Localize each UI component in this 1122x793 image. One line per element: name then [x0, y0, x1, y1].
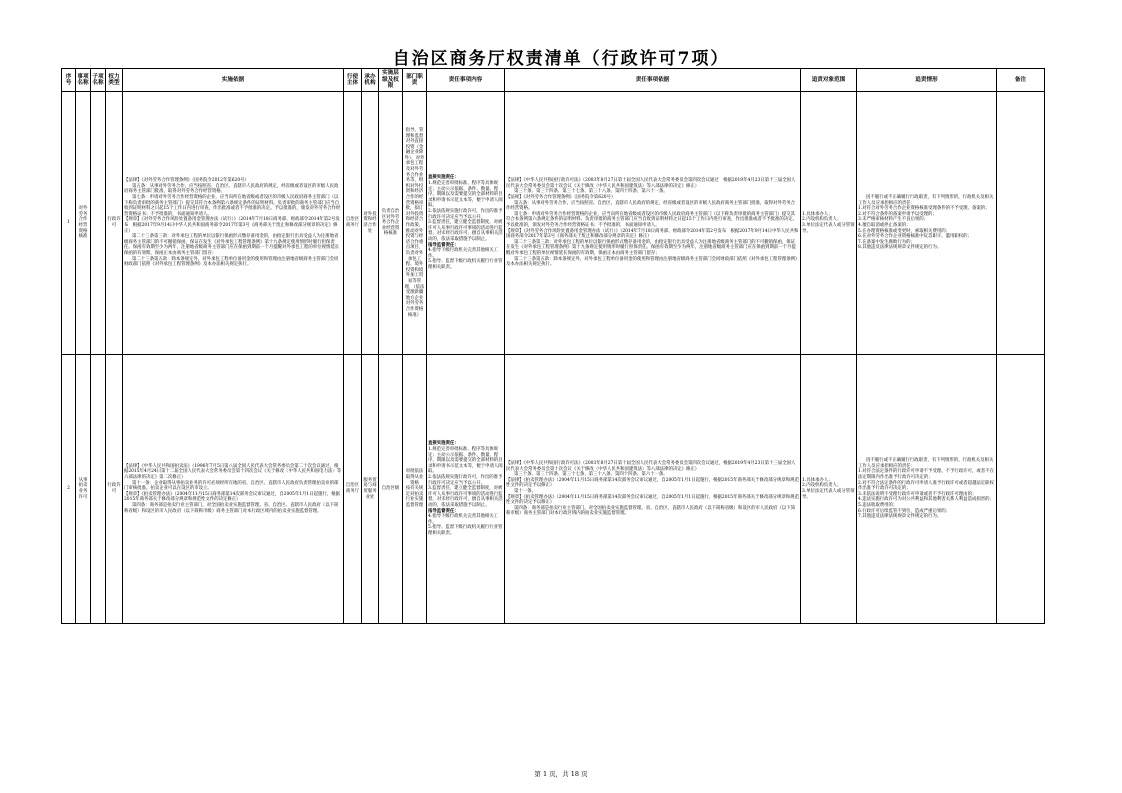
agency-cell: 对外投资和经济合作处 — [362, 92, 379, 355]
subject-cell: 自治区商务厅 — [344, 92, 362, 355]
resp-basis-paragraph: 【法律】《拍卖管理办法》（2004年11月15日商务部第14次部务会议审议通过，自2005年1月1日起施行，根据2015年商务部关于修改部分规章和规范性文件的决定予以修正） — [506, 477, 799, 489]
resp-content-paragraph: 5.指导、监督下级行政机关履行行业管理相关职责。 — [428, 259, 503, 270]
seq-cell: 1 — [62, 92, 76, 355]
basis-cell — [123, 92, 344, 355]
resp-content-cell — [427, 92, 505, 355]
power-type-cell: 行政许可 — [106, 92, 123, 355]
situation-line: 因不履行或不正确履行行政职责，有下列情形的，行政机关及相关工作人员应承担相应的责任： — [858, 195, 994, 206]
header-resp-content: 责任事项内容 — [427, 69, 505, 92]
table-row — [62, 355, 1045, 624]
basis-paragraph: 第十一条：企业取得从事拍卖业务的许可必须经所在地的省、自治区、直辖市人民政府负责管理拍卖业的部门审核批准。拍卖企业可以在设区的市设立。 — [124, 480, 339, 492]
header-subject: 行使主体 — [344, 69, 362, 92]
header-duty: 部门职责 — [403, 69, 427, 92]
resp-content-paragraph: 4.指导下级行政机关完善其他相关工作。 — [428, 248, 499, 259]
page-title: 自治区商务厅权责清单（行政许可7项） — [392, 49, 730, 69]
header-agency: 承办机构 — [362, 69, 379, 92]
resp-basis-paragraph: 【法律】《中华人民共和国行政许可法》（2003年8月27日第十届全国人民代表大会常务委员会第四次会议通过，根据2019年4月23日第十三届全国人民代表大会常务委员会第十次会议《关于修改〈中华人民共和国建筑法〉等八部法律的决定》修正） — [506, 461, 796, 472]
seq-cell: 2 — [62, 355, 76, 624]
situation-line: 2.对不符合条件的备案申请予以受理的； — [858, 211, 937, 217]
situation-line: 2.对不符合法定条件的行政许可申请人准予行政许可或者超越法定职权作出准予行政许可决定的； — [858, 480, 994, 492]
basis-paragraph: 【法律】《中华人民共和国拍卖法》（1996年7月5日第八届全国人民代表大会常务委员会第二十次会议通过，根据2015年4月24日第十二届全国人民代表大会常务委员会第十四次会议《关于修改〈中华人民共和国电力法〉等六部法律的决定》第二次修正） — [124, 463, 342, 481]
target-cell — [801, 355, 857, 624]
basis-paragraph: 【法律】《对外劳务合作管理条例》（国务院令2012年第620号） — [124, 178, 249, 184]
basis-paragraph: 第五条：从事对外劳务合作，应当按照省、自治区、直辖市人民政府的规定，经省级或者设区的市级人民政府商务主管部门批准，取得对外劳务合作经营资格。 — [124, 183, 339, 195]
target-line: 2.内设机构负责人； — [802, 483, 842, 489]
situation-line: 6.在对外劳务合作企业资格核准中玩忽职守、滥用职权的； — [858, 234, 972, 240]
header-sub-name: 子项名称 — [91, 69, 106, 92]
resp-content-paragraph: 2.依法依规实施行政许可，作出的准予行政许可决定应当予以公开。 — [428, 475, 503, 486]
remark-cell — [997, 92, 1045, 355]
resp-basis-cell — [505, 92, 801, 355]
resp-content-paragraph: 1.规范完善审批标准、程序等具体规定；主动公示依据、条件、数量、程序、期限以及需要提交的全部材料的目录和申请书示范文本等，便于申请人阅取。 — [428, 447, 503, 475]
situation-line: 8.其他违反法律法规规章文件规定的行为。 — [858, 245, 942, 251]
target-line: 3.单位法定代表人或分管领导。 — [802, 489, 855, 500]
duty-text: 审批依法取得从业资格 — [405, 469, 424, 486]
table-row — [62, 92, 1045, 355]
header-resp-basis: 责任事项依据 — [505, 69, 801, 92]
resp-content-paragraph: 2.依法依规实施行政许可，作出的准予行政许可决定应当予以公开。 — [428, 209, 503, 220]
target-cell — [801, 92, 857, 355]
situation-cell — [857, 355, 997, 624]
resp-basis-paragraph: 第三十条、第三十四条、第三十七条、第三十八条、第四十四条、第六十一条。 — [514, 472, 668, 478]
target-line: 3.单位法定代表人或分管领导。 — [802, 223, 855, 234]
resp-content-paragraph: 指导监督责任： — [428, 242, 459, 248]
resp-basis-paragraph: 第四条：商务部是拍卖行业主管部门，对全国拍卖业实施监督管理。省、自治区、直辖市人民政府（以下简称省级）和设区的市人民政府（以下简称市级）商务主管部门对本行政区域内的拍卖业实施监督管理。 — [506, 505, 796, 517]
situation-line: 7.在备案中发生腐败行为的； — [858, 239, 915, 245]
resp-basis-paragraph: 【规章】《对外劳务合作风险处置备用金管理办法（试行）》（2014年7月18日商务部、财政部令2014年第2号发布 根据2017年9月14日中华人民共和国商务部令2017年第3号《商务部关于废止和修改部分规章的决定》修正） — [506, 228, 799, 240]
situation-line: 1.对符合对外劳务合作企业资格核准受理条件的不予受理、备案的； — [858, 206, 990, 212]
resp-basis-paragraph: 第七条：申请对外劳务合作经营资格的企业，应当向所在地省级或者设区的市级人民政府商务主管部门（以下称负责审批的商务主管部门）提交其符合本条例第六条规定条件的证明材料。负责审批的商务主管部门应当自收到证明材料之日起15个工作日内进行审查，作出批准或者不予批准的决定。予以批准的，颁发对外劳务合作经营资格证书；不予批准的，书面通知申请人。 — [506, 211, 797, 228]
agency-cell: 服务贸易与商贸服务业处 — [362, 355, 379, 624]
header-situation: 追责情形 — [857, 69, 997, 92]
resp-basis-paragraph: 【法规】《对外劳务合作管理条例》（国务院令第620号） — [506, 195, 616, 201]
header-remark: 备注 — [997, 69, 1045, 92]
situation-line: 6.行政许可后续监管不到位，造成严重后果的； — [858, 508, 951, 514]
situation-line: 5.在办理资格核准或变更时，索取相关费用的； — [858, 228, 951, 234]
page-footer: 第 1 页，共 18 页 — [534, 770, 588, 778]
responsibility-table — [61, 68, 1045, 624]
header-basis: 实施依据 — [123, 69, 344, 92]
situation-line: 7.其他违反法律法规规章文件规定的行为。 — [858, 514, 942, 520]
situation-line: 1.对符合法定条件的行政许可申请不予受理、不予行政许可，或者不在法定期限内作出准予行政许可决定的； — [858, 469, 994, 481]
item-name-cell: 从事拍卖业务许可 — [76, 355, 91, 624]
power-type-cell: 行政许可 — [106, 355, 123, 624]
resp-content-paragraph: 3.监督责任，建立健全监督制度，对被许可人从事行政许可事项的活动进行监督，对未经行政许可，擅自从事相关活动的，依法采取措施予以制止。 — [428, 486, 503, 508]
resp-basis-paragraph: 第二十三条第五款：除本条规定外，对外承包工程单位备用金的使用和管理由注册地省级商务主管部门会同财政部门依照《对外承包工程管理条例》及本办法相关规定执行。 — [506, 256, 798, 268]
item-name-cell: 对外劳务合作经营资格核准 — [76, 92, 91, 355]
situation-line: 3.未依法说明不受理行政许可申请或者不予行政许可理由的； — [858, 491, 977, 497]
sub-name-cell — [91, 355, 106, 624]
header-target: 追责对象范围 — [801, 69, 857, 92]
duty-cell: 指导、管理和监督对外直接投资（金融企业除外）、对外承包工程及对外劳务合作业务等，组织对外投资和经济合作的经营资格审批，拟订对外投资和经济合作政策，推动对外投资与经济合作重点项目，负责对外承包工程、境外投资和境外加工贸易等管理，（依法受理新疆地方企业对外劳务合作资格核准） — [403, 92, 427, 355]
target-line: 1.具体承办人； — [802, 211, 833, 217]
resp-basis-paragraph: 第二十三条第三款：对外承包工程的单位以银行保函形式缴存备用金的，由指定银行出具受益人为注册地省级商务主管部门的不可撤销保函，保证在发生《对外承包工程管理条例》第十九条规定使用情形时履行担保责任。保函有效期至少为两年，注册地省级商务主管部门应在保函到期前一个月提醒对外承包工程的单位视情延长保函的有效期，保函正本由商务主管部门留存； — [506, 239, 796, 256]
situation-line: 3.未严格审核材料产生不良后果的； — [858, 217, 929, 223]
resp-content-cell — [427, 355, 505, 624]
resp-content-paragraph: 指导监督责任： — [428, 508, 459, 514]
resp-content-paragraph: 直接实施责任： — [428, 175, 459, 181]
header-seq: 序号 — [62, 69, 76, 92]
resp-basis-paragraph: 【法律】《中华人民共和国行政许可法》（2003年8月27日第十届全国人民代表大会常务委员会第四次会议通过 根据2019年4月23日第十三届全国人民代表大会常务委员会第十次会议《关于修改〈中华人民共和国建筑法〉等八部法律的决定》修正） — [506, 178, 796, 189]
basis-paragraph: 第二十三条第三款：对外承包工程的单位以银行保函形式缴存备用金的，由指定银行出具受益人为注册地省级商务主管部门的不可撤销保函，保证在发生《对外承包工程管理条例》第十九条规定使用情形时履行担保责任。保函有效期至少为两年，注册地省级商务主管部门应在保函到期前一个月提醒对外承包工程的单位视情延长保函的有效期，保函正本由商务主管部门留存； — [124, 234, 340, 256]
level-cell: 负责自治区对外劳务合作企业经营资格核准 — [379, 92, 403, 355]
situation-line: 5.违法收取费用的； — [858, 502, 898, 508]
resp-content-paragraph: 直接实施责任： — [428, 441, 459, 447]
situation-line: 4.擅自取消或停止备案的； — [858, 223, 911, 228]
resp-content-paragraph: 1.规范完善审批标准、程序等具体规定；主动公示依据、条件、数量、程序、期限以及需要提交的全部材料的目录和申请书示范文本等，便于申请人阅取。 — [428, 181, 503, 209]
basis-paragraph: 【规章】《拍卖管理办法》（2004年11月15日商务部第14次部务会议审议通过，自2005年1月1日起施行，根据2015年商务部关于修改部分规章和规范性文件的决定修正） — [124, 491, 340, 503]
header-power-type: 权力类型 — [106, 69, 123, 92]
header-row — [62, 69, 1045, 92]
header-item-name: 事项名称 — [76, 69, 91, 92]
basis-paragraph: 【规章】《对外劳务合作风险处置备用金管理办法（试行）》（2014年7月18日商务部、财政部令2014年第2号发布 根据2017年9月14日中华人民共和国商务部令2017年第3号《商务部关于废止和修改部分规章的决定》修正） — [124, 217, 340, 234]
situation-cell — [857, 92, 997, 355]
resp-basis-paragraph: 【规章】《拍卖管理办法》（2004年11月15日商务部第14次部务会议审议通过，自2005年1月1日起施行，根据2015年商务部关于修改部分规章和规范性文件的决定予以修正） — [506, 494, 799, 506]
subject-cell: 自治区商务厅 — [344, 355, 362, 624]
basis-paragraph: 第七条：申请对外劳务合作经营资格的企业，应当向所在地省级或者设区的市级人民政府商务主管部门（以下称负责审批的商务主管部门）提交其符合本条例第六条规定条件的证明材料。负责审批的商务主管部门应当自收到证明材料之日起15个工作日内进行审查，作出批准或者不予批准的决定。予以批准的，颁发对外劳务合作经营资格证书；不予批准的，书面通知申请人。 — [124, 195, 341, 217]
duty-text-2: 按有关规定对拍卖行业实施监督管理 — [405, 486, 424, 508]
target-line: 2.内设机构负责人； — [802, 217, 842, 223]
resp-basis-paragraph: 第十一条。 — [514, 489, 536, 494]
duty-cell — [403, 355, 427, 624]
resp-content-paragraph: 4.指导下级行政机关完善其他相关工作。 — [428, 514, 499, 525]
basis-paragraph: 第二十三条第五款：除本条规定外，对外承包工程单位备用金的使用和管理由注册地省级商务主管部门会同财政部门依照《对外承包工程管理条例》及本办法相关规定执行。 — [124, 256, 339, 268]
resp-content-paragraph: 3.监督责任，建立健全监督制度，对被许可人从事行政许可事项的活动进行监督，对未经行政许可，擅自从事相关活动的，依法采取措施予以制止。 — [428, 220, 503, 242]
resp-content-paragraph: 5.指导、监督下级行政机关履行行业管理相关职责。 — [428, 525, 503, 536]
situation-line: 因不履行或不正确履行行政职责，有下列情形的，行政机关及相关工作人员应承担相应的责任： — [858, 458, 994, 469]
resp-basis-paragraph: 第五条：从事对外劳务合作，应当按照省、自治区、直辖市人民政府的规定，经省级或者设区的市级人民政府商务主管部门批准，取得对外劳务合作经营资格。 — [506, 200, 796, 212]
target-line: 1.具体承办人； — [802, 477, 833, 483]
basis-cell — [123, 355, 344, 624]
situation-line: 4.违法实施行政许可为对公共利益和其他利害关系人利益造成损害的； — [858, 497, 994, 503]
resp-basis-cell — [505, 355, 801, 624]
resp-basis-paragraph: 第三十条、第三十四条、第三十七条、第三十八条、第四十四条、第六十一条。 — [514, 189, 668, 195]
basis-paragraph: 第四条：商务部是拍卖行业主管部门，对全国拍卖业实施监督管理。省、自治区、直辖市人民政府（以下简称省级）和设区的市人民政府（以下简称市级）商务主管部门对本行政区域内的拍卖业实施监督管理。 — [124, 502, 339, 514]
level-cell: 自治区级 — [379, 355, 403, 624]
sub-name-cell — [91, 92, 106, 355]
remark-cell — [997, 355, 1045, 624]
header-level: 实施层级及权限 — [379, 69, 403, 92]
